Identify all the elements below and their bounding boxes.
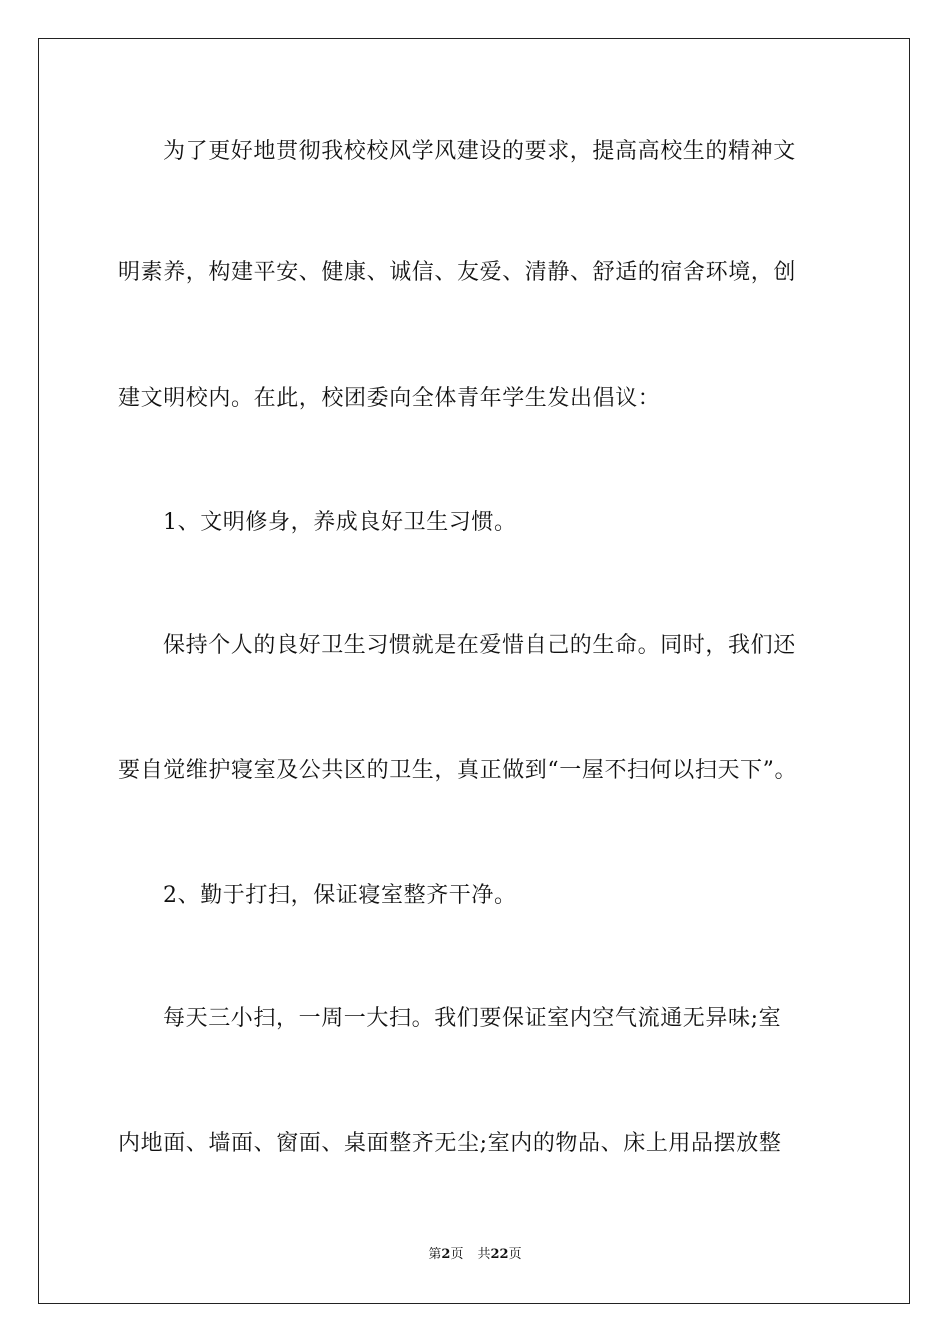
paragraph-line-6: 每天三小扫，一周一大扫。我们要保证室内空气流通无异味;室 xyxy=(163,1006,782,1031)
footer-page-suffix: 页 xyxy=(450,1247,464,1262)
paragraph-line-5: 要自觉维护寝室及公共区的卫生，真正做到“一屋不扫何以扫天下”。 xyxy=(118,758,798,783)
footer-total-suffix: 页 xyxy=(508,1247,522,1262)
section-heading-2: 2、勤于打扫，保证寝室整齐干净。 xyxy=(163,883,517,908)
page-frame xyxy=(38,38,910,1304)
paragraph-line-3: 建文明校内。在此，校团委向全体青年学生发出倡议： xyxy=(118,386,661,411)
section-heading-1: 1、文明修身，养成良好卫生习惯。 xyxy=(163,510,517,535)
footer-total-prefix: 共 xyxy=(477,1247,491,1262)
paragraph-line-2: 明素养，构建平安、健康、诚信、友爱、清静、舒适的宿舍环境，创 xyxy=(118,260,797,285)
footer-page-number: 2 xyxy=(441,1247,451,1262)
page-footer xyxy=(0,1243,950,1262)
paragraph-line-1: 为了更好地贯彻我校校风学风建设的要求，提高高校生的精神文 xyxy=(163,139,796,164)
paragraph-line-4: 保持个人的良好卫生习惯就是在爱惜自己的生命。同时，我们还 xyxy=(163,633,796,658)
footer-page-prefix: 第 xyxy=(428,1247,442,1262)
footer-total-pages: 22 xyxy=(490,1247,509,1262)
paragraph-line-7: 内地面、墙面、窗面、桌面整齐无尘;室内的物品、床上用品摆放整 xyxy=(118,1131,782,1156)
